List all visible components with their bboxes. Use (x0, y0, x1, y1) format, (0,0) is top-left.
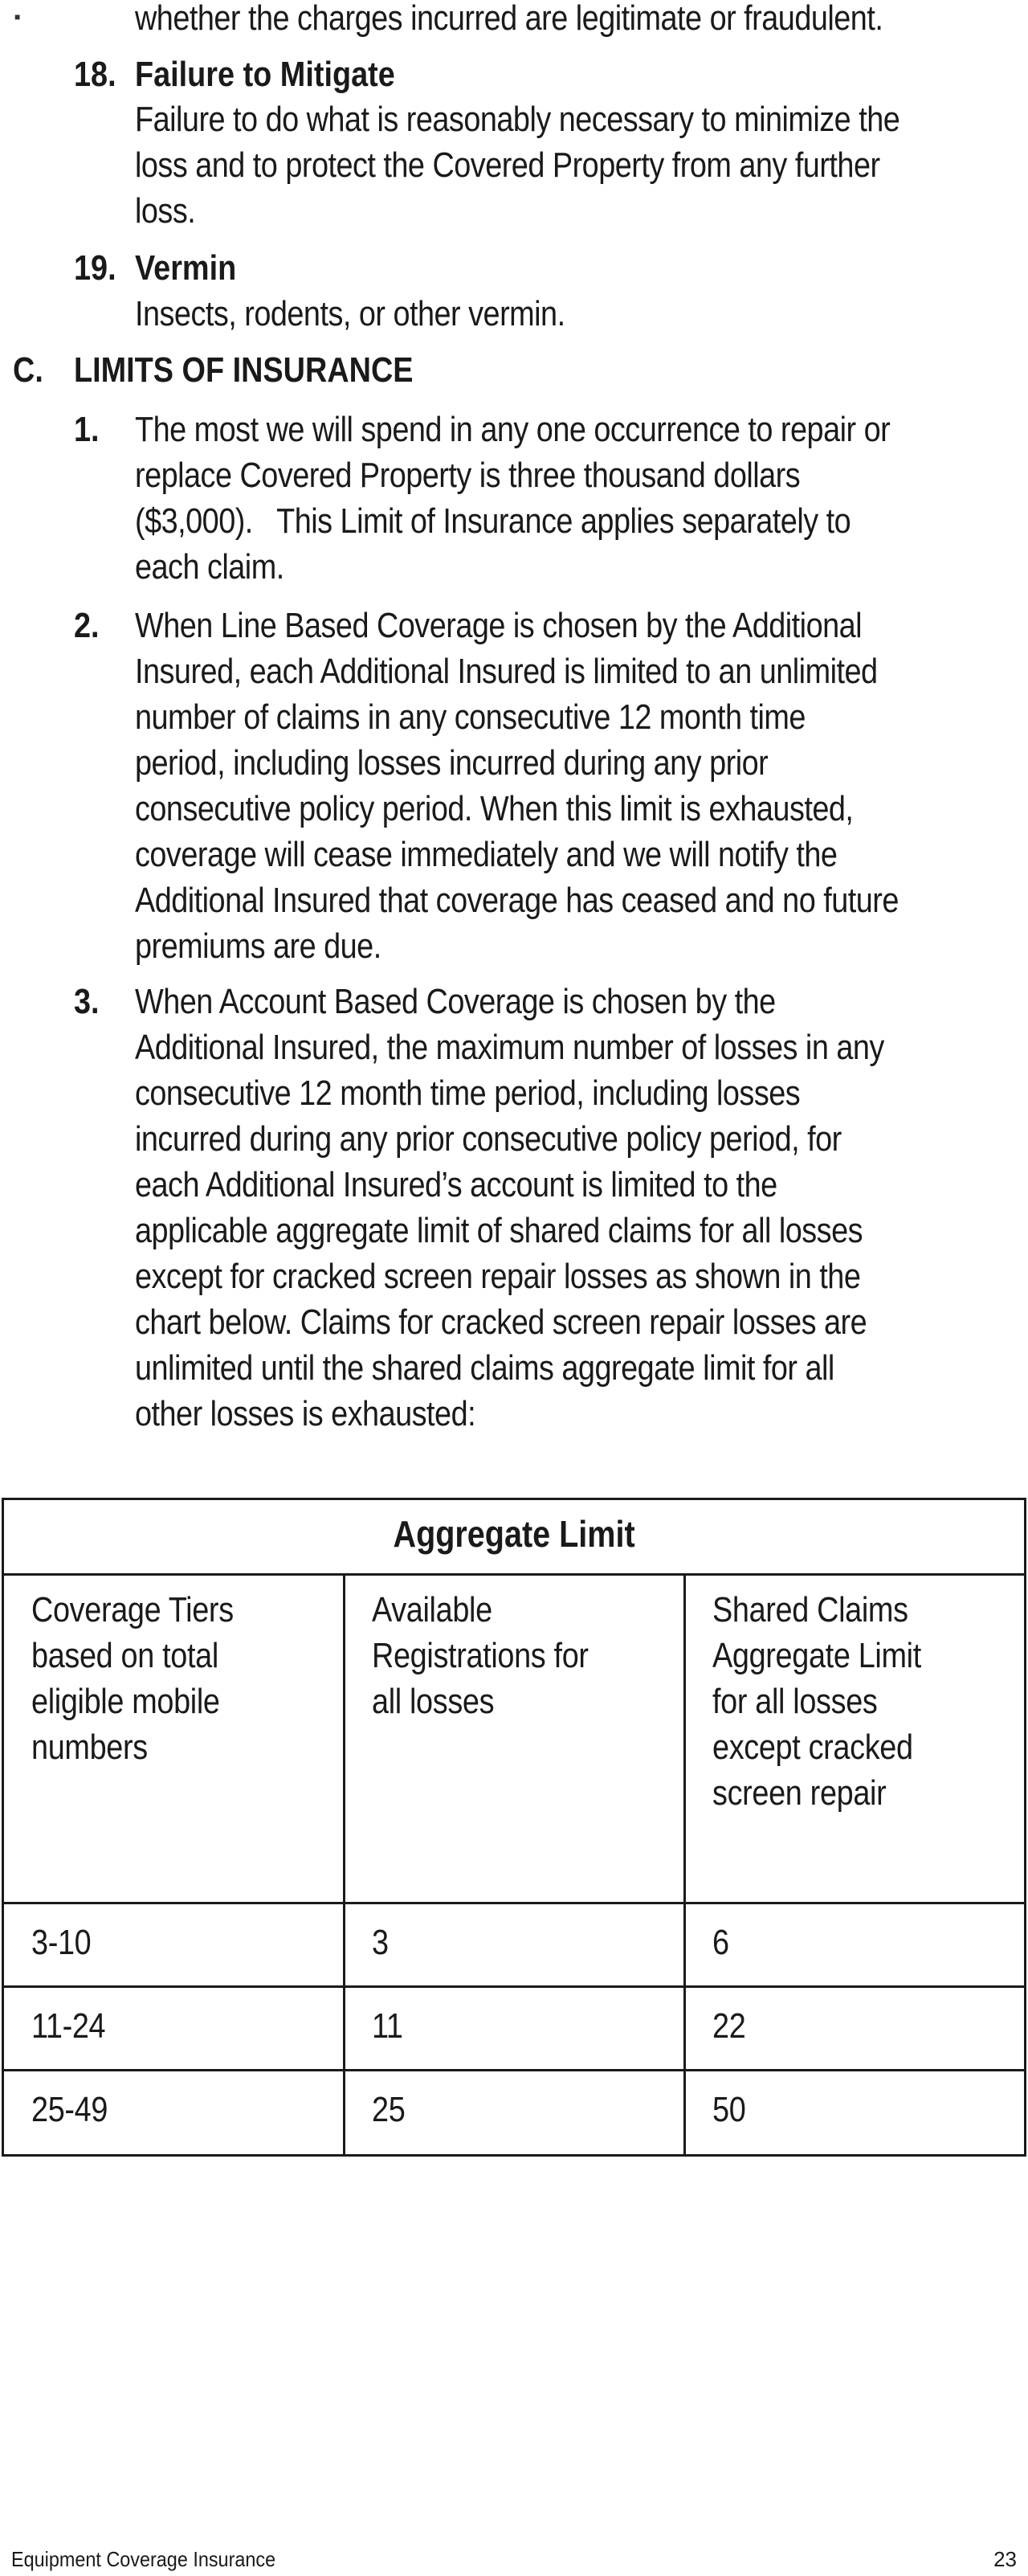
limit-1-line: ($3,000). This Limit of Insurance applies separately to (135, 501, 851, 541)
limit-3-line: consecutive 12 month time period, including losses (135, 1073, 801, 1113)
table-divider (4, 1985, 1024, 1988)
item-18-line: loss and to protect the Covered Property from any further (135, 145, 880, 185)
table-cell: 25 (372, 2090, 406, 2129)
limit-2-line: coverage will cease immediately and we will notify the (135, 835, 838, 874)
limit-2-line: When Line Based Coverage is chosen by the Additional (135, 606, 863, 645)
item-18-line: loss. (135, 191, 196, 231)
limit-1-line: The most we will spend in any one occurrence to repair or (135, 410, 891, 449)
limit-2-line: period, including losses incurred during any prior (135, 743, 769, 783)
limit-3-line: other losses is exhausted: (135, 1394, 476, 1433)
table-cell: 50 (712, 2090, 746, 2129)
item-19-title: Vermin (135, 248, 237, 288)
section-letter: C. (13, 350, 43, 390)
limit-2-number: 2. (74, 606, 100, 645)
limit-1-line: each claim. (135, 547, 284, 587)
table-cell: 25-49 (31, 2090, 108, 2129)
item-19-line: Insects, rodents, or other vermin. (135, 294, 565, 333)
footer-title: Equipment Coverage Insurance (11, 2547, 276, 2571)
header-line: all losses (372, 1682, 495, 1721)
header-line: Aggregate Limit (712, 1636, 921, 1675)
header-line: screen repair (712, 1773, 887, 1813)
header-line: numbers (31, 1728, 148, 1767)
limit-3-line: except for cracked screen repair losses as shown in the (135, 1257, 861, 1296)
item-18-title: Failure to Mitigate (135, 55, 395, 94)
limit-1-number: 1. (74, 410, 100, 449)
aggregate-limit-table (2, 1498, 1026, 2157)
table-cell: 11 (372, 2006, 403, 2046)
limit-3-line: chart below. Claims for cracked screen repair losses are (135, 1302, 867, 1342)
limit-3-line: Additional Insured, the maximum number of losses in any (135, 1028, 884, 1067)
table-cell: 3-10 (31, 1923, 92, 1962)
header-available-registrations (372, 1587, 690, 1724)
limit-3-line: applicable aggregate limit of shared claims for all losses (135, 1211, 863, 1250)
header-line: Coverage Tiers (31, 1590, 234, 1629)
limit-3-line: When Account Based Coverage is chosen by the (135, 982, 776, 1021)
header-line: Available (372, 1590, 492, 1629)
limit-1-line: replace Covered Property is three thousand dollars (135, 456, 801, 495)
item-18-number: 18. (74, 55, 116, 94)
header-line: based on total (31, 1636, 218, 1675)
item-18-line: Failure to do what is reasonably necessary to minimize the (135, 100, 900, 139)
table-divider (4, 2069, 1024, 2071)
limit-3-line: unlimited until the shared claims aggregate limit for all (135, 1348, 834, 1388)
page-number: 23 (993, 2547, 1017, 2571)
header-line: Registrations for (372, 1636, 589, 1675)
table-divider (4, 1902, 1024, 1904)
carryover-text: whether the charges incurred are legitimate or fraudulent. (135, 0, 883, 38)
limit-3-line: each Additional Insured’s account is limited to the (135, 1165, 777, 1204)
table-title-text: Aggregate Limit (393, 1513, 635, 1555)
header-line: except cracked (712, 1728, 913, 1767)
header-line: Shared Claims (712, 1590, 908, 1629)
table-cell: 22 (712, 2006, 746, 2046)
limit-3-line: incurred during any prior consecutive policy period, for (135, 1119, 842, 1159)
table-cell: 3 (372, 1923, 389, 1962)
section-title: LIMITS OF INSURANCE (74, 350, 414, 390)
corner-marker: ■ (14, 11, 21, 22)
limit-2-line: premiums are due. (135, 926, 381, 966)
header-coverage-tiers (31, 1587, 349, 1770)
table-cell: 11-24 (31, 2006, 106, 2046)
table-title (4, 1511, 1024, 1557)
limit-2-line: Additional Insured that coverage has ceased and no future (135, 881, 899, 920)
limit-3-number: 3. (74, 982, 100, 1021)
item-19-number: 19. (74, 248, 116, 288)
header-shared-claims (712, 1587, 1028, 1816)
table-divider (4, 1573, 1024, 1576)
header-line: eligible mobile (31, 1682, 220, 1721)
limit-2-line: consecutive policy period. When this limit is exhausted, (135, 789, 854, 828)
header-line: for all losses (712, 1682, 878, 1721)
limit-2-line: number of claims in any consecutive 12 month time (135, 697, 806, 737)
limit-2-line: Insured, each Additional Insured is limited to an unlimited (135, 652, 878, 691)
table-cell: 6 (712, 1923, 729, 1962)
